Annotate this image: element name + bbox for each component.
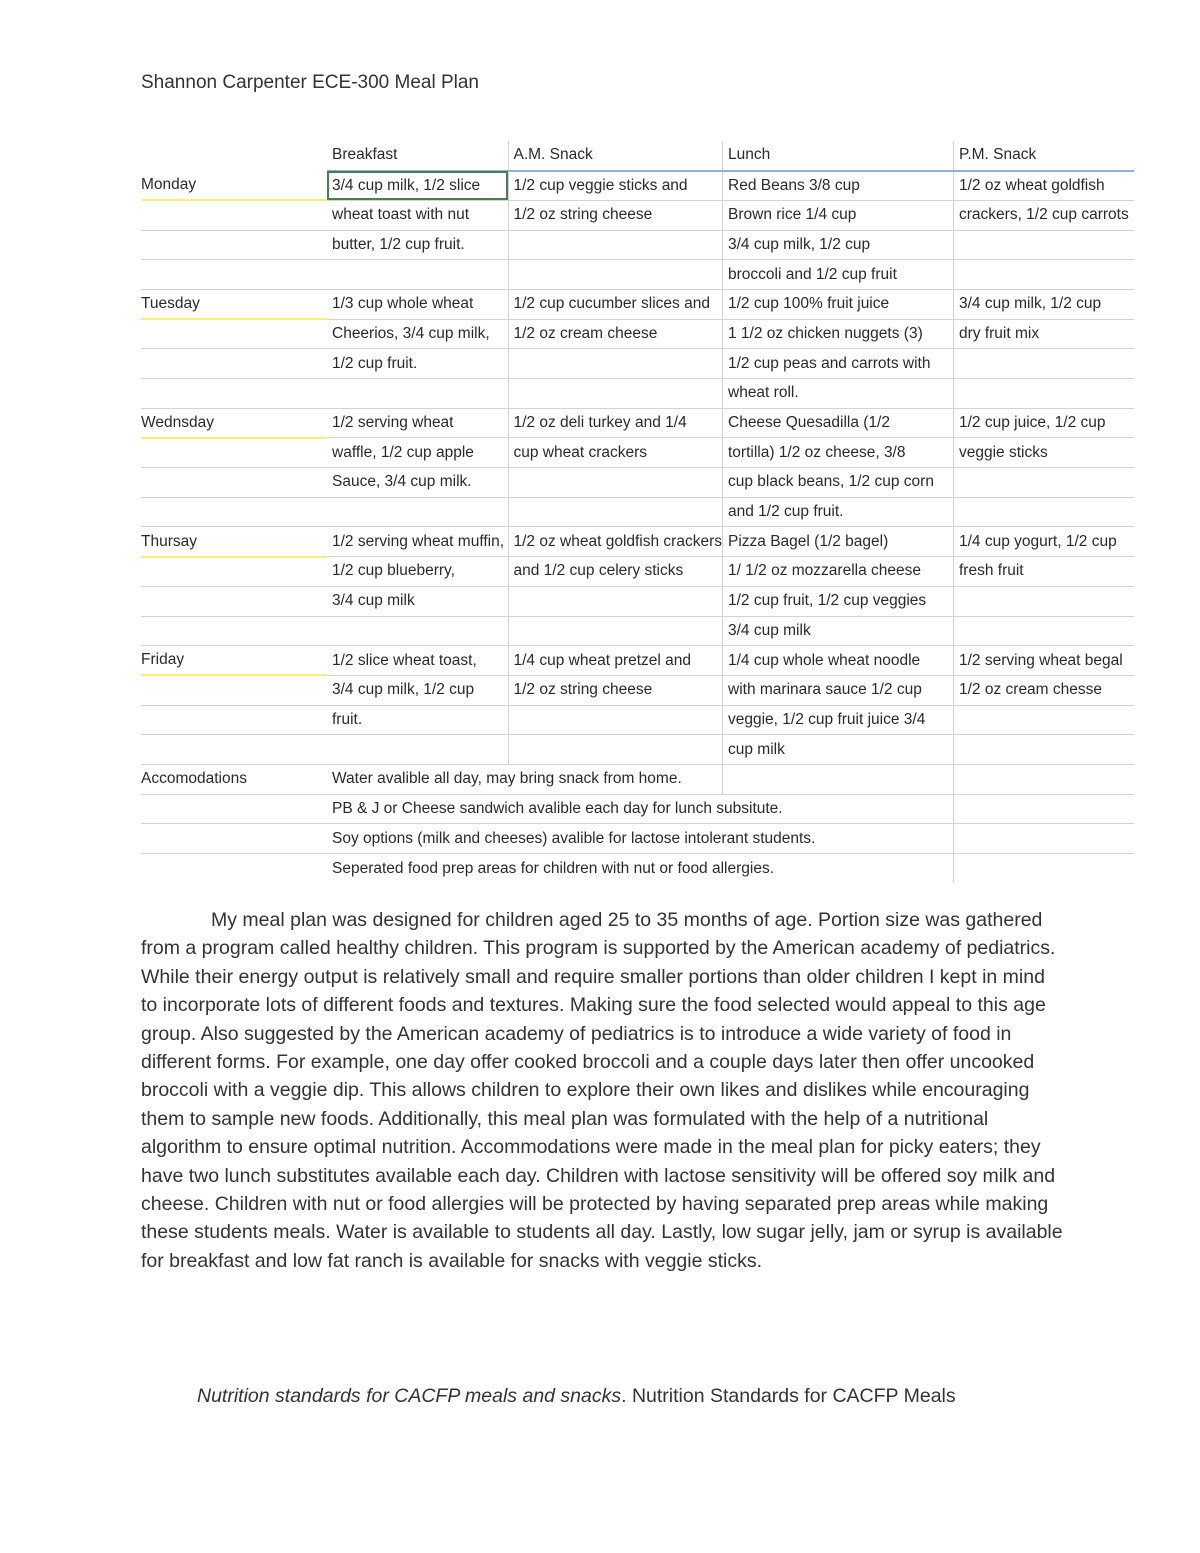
table-row bbox=[141, 230, 1134, 260]
table-cell: Cheese Quesadilla (1/2 bbox=[723, 408, 954, 438]
table-cell: 3/4 cup milk, 1/2 slice bbox=[327, 171, 508, 201]
day-label bbox=[141, 586, 327, 616]
table-cell: waffle, 1/2 cup apple bbox=[327, 438, 508, 468]
table-cell: veggie, 1/2 cup fruit juice 3/4 bbox=[723, 705, 954, 735]
table-cell: 1/2 cup veggie sticks and bbox=[508, 171, 723, 201]
table-row bbox=[141, 319, 1134, 349]
header-corner bbox=[141, 141, 327, 171]
table-cell: 3/4 cup milk bbox=[327, 586, 508, 616]
table-cell bbox=[954, 854, 1134, 884]
table-cell bbox=[508, 735, 723, 765]
table-cell bbox=[954, 497, 1134, 527]
table-cell: broccoli and 1/2 cup fruit bbox=[723, 260, 954, 290]
day-label bbox=[141, 705, 327, 735]
table-cell: butter, 1/2 cup fruit. bbox=[327, 230, 508, 260]
table-cell bbox=[723, 764, 954, 794]
table-cell bbox=[508, 349, 723, 379]
table-cell bbox=[954, 735, 1134, 765]
accommodation-row bbox=[141, 794, 1134, 824]
day-label bbox=[141, 379, 327, 409]
day-label bbox=[141, 349, 327, 379]
day-label bbox=[141, 616, 327, 646]
table-row bbox=[141, 586, 1134, 616]
table-cell: wheat toast with nut bbox=[327, 200, 508, 230]
table-cell bbox=[327, 379, 508, 409]
citation-title: Nutrition standards for CACFP meals and snacks bbox=[197, 1385, 622, 1407]
table-cell bbox=[508, 379, 723, 409]
table-cell bbox=[327, 616, 508, 646]
table-row bbox=[141, 468, 1134, 498]
table-cell bbox=[508, 230, 723, 260]
header-breakfast: Breakfast bbox=[327, 141, 508, 171]
table-cell: with marinara sauce 1/2 cup bbox=[723, 675, 954, 705]
table-cell bbox=[954, 468, 1134, 498]
day-label bbox=[141, 557, 327, 587]
table-row bbox=[141, 646, 1134, 676]
table-cell: 1/4 cup yogurt, 1/2 cup bbox=[954, 527, 1134, 557]
table-cell: 1/2 cup 100% fruit juice bbox=[723, 289, 954, 319]
day-label: Wednsday bbox=[141, 408, 327, 438]
table-cell: 1/2 oz cream chesse bbox=[954, 675, 1134, 705]
table-cell: 3/4 cup milk, 1/2 cup bbox=[723, 230, 954, 260]
day-label: Tuesday bbox=[141, 289, 327, 319]
day-label bbox=[141, 854, 327, 884]
day-label bbox=[141, 260, 327, 290]
table-cell bbox=[954, 824, 1134, 854]
accommodation-text: Water avalible all day, may bring snack from home. bbox=[327, 764, 723, 794]
essay-body bbox=[141, 906, 1063, 1275]
day-label bbox=[141, 675, 327, 705]
table-row bbox=[141, 408, 1134, 438]
day-label bbox=[141, 438, 327, 468]
table-row bbox=[141, 200, 1134, 230]
day-label bbox=[141, 497, 327, 527]
table-cell bbox=[508, 616, 723, 646]
table-cell: Red Beans 3/8 cup bbox=[723, 171, 954, 201]
table-row bbox=[141, 171, 1134, 201]
table-cell bbox=[954, 586, 1134, 616]
day-label bbox=[141, 200, 327, 230]
table-cell: fresh fruit bbox=[954, 557, 1134, 587]
table-cell: Brown rice 1/4 cup bbox=[723, 200, 954, 230]
table-cell: crackers, 1/2 cup carrots bbox=[954, 200, 1134, 230]
header-pm-snack: P.M. Snack bbox=[954, 141, 1134, 171]
table-cell: 1/2 cup blueberry, bbox=[327, 557, 508, 587]
accommodations-label: Accomodations bbox=[141, 764, 327, 794]
table-cell bbox=[327, 497, 508, 527]
table-cell bbox=[327, 735, 508, 765]
table-cell: 3/4 cup milk, 1/2 cup bbox=[954, 289, 1134, 319]
table-cell: Cheerios, 3/4 cup milk, bbox=[327, 319, 508, 349]
table-row bbox=[141, 260, 1134, 290]
table-cell: 1/2 oz string cheese bbox=[508, 675, 723, 705]
table-cell bbox=[327, 260, 508, 290]
table-cell: 1 1/2 oz chicken nuggets (3) bbox=[723, 319, 954, 349]
table-cell: 1/2 cup juice, 1/2 cup bbox=[954, 408, 1134, 438]
day-label bbox=[141, 824, 327, 854]
table-cell bbox=[954, 230, 1134, 260]
table-row bbox=[141, 379, 1134, 409]
table-row bbox=[141, 735, 1134, 765]
table-cell: and 1/2 cup fruit. bbox=[723, 497, 954, 527]
accommodation-text: Seperated food prep areas for children with nut or food allergies. bbox=[327, 854, 954, 884]
accommodation-row bbox=[141, 764, 1134, 794]
table-cell: 1/ 1/2 oz mozzarella cheese bbox=[723, 557, 954, 587]
table-cell bbox=[954, 379, 1134, 409]
table-cell: and 1/2 cup celery sticks bbox=[508, 557, 723, 587]
table-cell: 1/2 cup cucumber slices and bbox=[508, 289, 723, 319]
table-cell: 1/2 oz cream cheese bbox=[508, 319, 723, 349]
table-cell: 1/2 oz wheat goldfish crackers bbox=[508, 527, 723, 557]
table-row bbox=[141, 527, 1134, 557]
day-label: Friday bbox=[141, 646, 327, 676]
accommodation-text: Soy options (milk and cheeses) avalible for lactose intolerant students. bbox=[327, 824, 954, 854]
table-cell: veggie sticks bbox=[954, 438, 1134, 468]
accommodation-row bbox=[141, 854, 1134, 884]
day-label bbox=[141, 735, 327, 765]
table-cell: 1/2 cup peas and carrots with bbox=[723, 349, 954, 379]
table-row bbox=[141, 289, 1134, 319]
table-cell bbox=[508, 705, 723, 735]
table-cell bbox=[954, 764, 1134, 794]
table-cell: Sauce, 3/4 cup milk. bbox=[327, 468, 508, 498]
table-cell bbox=[954, 705, 1134, 735]
day-label bbox=[141, 319, 327, 349]
header-am-snack: A.M. Snack bbox=[508, 141, 723, 171]
table-row bbox=[141, 557, 1134, 587]
table-cell: 1/4 cup whole wheat noodle bbox=[723, 646, 954, 676]
table-row bbox=[141, 349, 1134, 379]
table-cell: 1/2 cup fruit. bbox=[327, 349, 508, 379]
document-title: Shannon Carpenter ECE-300 Meal Plan bbox=[141, 72, 479, 93]
table-cell: 3/4 cup milk, 1/2 cup bbox=[327, 675, 508, 705]
table-row bbox=[141, 616, 1134, 646]
table-cell: 1/2 serving wheat bbox=[327, 408, 508, 438]
citation bbox=[197, 1385, 956, 1408]
table-row bbox=[141, 705, 1134, 735]
day-label bbox=[141, 794, 327, 824]
table-cell: wheat roll. bbox=[723, 379, 954, 409]
header-lunch: Lunch bbox=[723, 141, 954, 171]
day-label: Thursay bbox=[141, 527, 327, 557]
table-row bbox=[141, 497, 1134, 527]
table-cell: cup milk bbox=[723, 735, 954, 765]
table-row bbox=[141, 675, 1134, 705]
table-cell: Pizza Bagel (1/2 bagel) bbox=[723, 527, 954, 557]
table-cell: 1/2 cup fruit, 1/2 cup veggies bbox=[723, 586, 954, 616]
table-cell bbox=[954, 616, 1134, 646]
table-cell: tortilla) 1/2 oz cheese, 3/8 bbox=[723, 438, 954, 468]
table-cell bbox=[954, 349, 1134, 379]
table-cell bbox=[508, 497, 723, 527]
table-cell: cup black beans, 1/2 cup corn bbox=[723, 468, 954, 498]
table-cell: cup wheat crackers bbox=[508, 438, 723, 468]
citation-source: . Nutrition Standards for CACFP Meals bbox=[621, 1385, 956, 1407]
day-label bbox=[141, 230, 327, 260]
table-cell: 1/2 serving wheat begal bbox=[954, 646, 1134, 676]
table-cell bbox=[508, 586, 723, 616]
table-cell: 1/3 cup whole wheat bbox=[327, 289, 508, 319]
table-cell bbox=[508, 468, 723, 498]
day-label bbox=[141, 468, 327, 498]
table-cell: 1/2 oz wheat goldfish bbox=[954, 171, 1134, 201]
table-cell bbox=[954, 260, 1134, 290]
day-label: Monday bbox=[141, 171, 327, 201]
essay-paragraph: My meal plan was designed for children aged 25 to 35 months of age. Portion size was gathered from a program called healthy children. This program is supported by the American academy of pediatrics. While their energy output is relatively small and require smaller portions than older children I kept in mind to incorporate lots of different foods and textures. Making sure the food selected would appeal to this age group. Also suggested by the American academy of pediatrics is to introduce a wide variety of food in different forms. For example, one day offer cooked broccoli and a couple days later then offer uncooked broccoli with a veggie dip. This allows children to explore their own likes and dislikes while encouraging them to sample new foods. Additionally, this meal plan was formulated with the help of a nutritional algorithm to ensure optimal nutrition. Accommodations were made in the meal plan for picky eaters; they have two lunch substitutes available each day. Children with lactose sensitivity will be offered soy milk and cheese. Children with nut or food allergies will be protected by having separated prep areas while making these students meals. Water is available to students all day. Lastly, low sugar jelly, jam or syrup is available for breakfast and low fat ranch is available for snacks with veggie sticks. bbox=[141, 909, 1063, 1272]
table-cell bbox=[508, 260, 723, 290]
table-cell: 1/4 cup wheat pretzel and bbox=[508, 646, 723, 676]
table-cell: fruit. bbox=[327, 705, 508, 735]
table-cell bbox=[954, 794, 1134, 824]
meal-plan-table bbox=[141, 141, 1134, 883]
table-cell: dry fruit mix bbox=[954, 319, 1134, 349]
accommodation-row bbox=[141, 824, 1134, 854]
table-cell: 3/4 cup milk bbox=[723, 616, 954, 646]
table-cell: 1/2 oz deli turkey and 1/4 bbox=[508, 408, 723, 438]
table-row bbox=[141, 438, 1134, 468]
table-cell: 1/2 slice wheat toast, bbox=[327, 646, 508, 676]
table-cell: 1/2 oz string cheese bbox=[508, 200, 723, 230]
table-cell: 1/2 serving wheat muffin, bbox=[327, 527, 508, 557]
header-row bbox=[141, 141, 1134, 171]
accommodation-text: PB & J or Cheese sandwich avalible each day for lunch subsitute. bbox=[327, 794, 954, 824]
